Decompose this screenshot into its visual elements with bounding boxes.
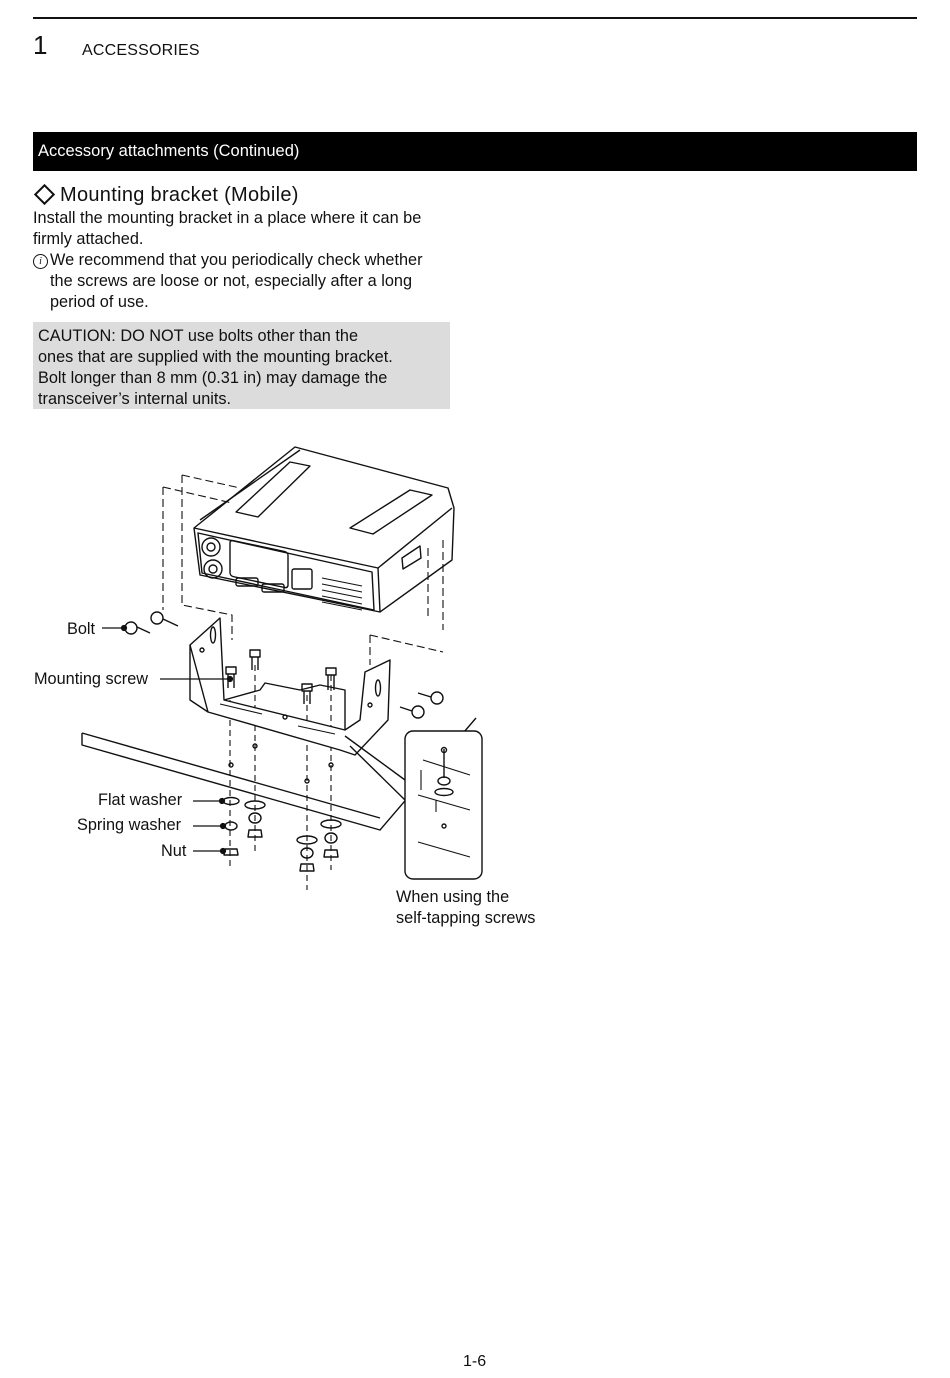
figure-caption — [396, 887, 535, 929]
caution-line: CAUTION: DO NOT use bolts other than the — [38, 327, 359, 345]
section-bar — [33, 132, 917, 171]
caution-text — [38, 326, 393, 410]
intro-line: Install the mounting bracket in a place where it can be — [33, 209, 422, 227]
mounting-illustration — [0, 430, 950, 950]
label-mounting-screw: Mounting screw — [34, 670, 149, 688]
label-flat-washer: Flat washer — [98, 791, 183, 809]
caution-line: ones that are supplied with the mounting bracket. — [38, 348, 393, 366]
intro-line: firmly attached. — [33, 230, 144, 248]
diamond-bullet-icon — [34, 184, 55, 205]
note-line: the screws are loose or not, especially after a long — [50, 272, 412, 290]
note-line: i We recommend that you periodically check whether — [33, 250, 453, 271]
caution-line: Bolt longer than 8 mm (0.31 in) may damage the — [38, 369, 388, 387]
label-bolt: Bolt — [67, 620, 96, 638]
subsection-title: Mounting bracket (Mobile) — [60, 184, 299, 206]
chapter-title: ACCESSORIES — [82, 42, 200, 59]
caution-box — [33, 322, 450, 409]
caption-line: self-tapping screws — [396, 909, 536, 927]
intro-paragraph — [33, 208, 453, 250]
label-spring-washer: Spring washer — [77, 816, 182, 834]
label-nut: Nut — [161, 842, 187, 860]
chapter-number: 1 — [33, 30, 48, 60]
recommendation-note — [33, 250, 453, 313]
note-line: period of use. — [50, 293, 149, 311]
caution-line: transceiver’s internal units. — [38, 390, 232, 408]
caption-line: When using the — [396, 888, 510, 906]
section-title: Accessory attachments (Continued) — [38, 142, 300, 160]
subsection-heading — [33, 184, 299, 207]
header-rule — [33, 17, 917, 19]
info-icon: i — [33, 254, 48, 269]
page-number: 1-6 — [463, 1353, 487, 1370]
